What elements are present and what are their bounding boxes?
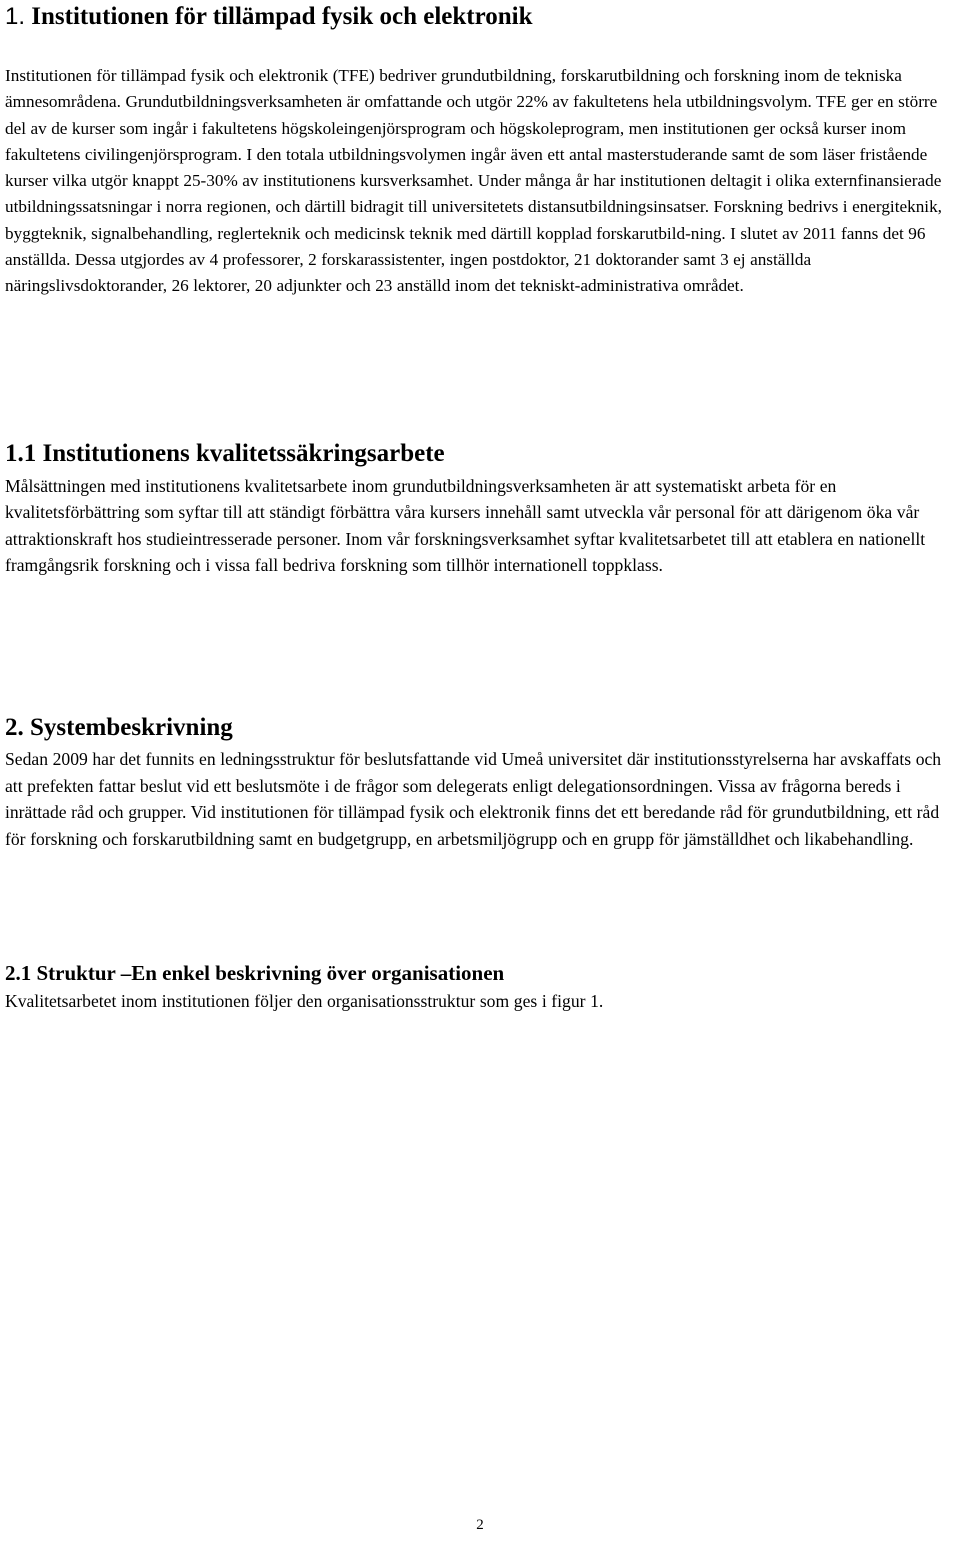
section-1-1-heading: 1.1 Institutionens kvalitetssäkringsarbete — [5, 440, 445, 467]
section-2-paragraph: Sedan 2009 har det funnits en ledningsstruktur för beslutsfattande vid Umeå universitet där institutionsstyrelserna har avskaffats och att prefekten fattar beslut vid ett beslutsmöte i de frågor som delegerats enligt delegationsordningen. Vissa av frågorna bereds i inrättade råd och grupper. Vid institutionen för tillämpad fysik och elektronik finns det ett beredande råd för grundutbildning, ett råd för forskning och forskarutbildning samt en budgetgrupp, en arbetsmiljögrupp och en grupp för jämställdhet och likabehandling. — [5, 749, 942, 849]
section-1-paragraph: Institutionen för tillämpad fysik och elektronik (TFE) bedriver grundutbildning, forskarutbildning och forskning inom de tekniska ämnesområdena. Grundutbildningsverksamheten är omfattande och utgör 22% av fakultetens hela utbildningsvolym. TFE ger en större del av de kurser som ingår i fakultetens högskoleingenjörsprogram och högskoleprogram, men institutionen ger också kurser inom fakultetens civilingenjörsprogram. I den totala utbildningsvolymen ingår även ett antal masterstuderande samt de som läser fristående kurser vilka utgör knappt 25-30% av institutionens kursverksamhet. Under många år har institutionen deltagit i olika externfinansierade utbildningssatsningar i norra regionen, och därtill bidragit till universitetets distansutbildningsinsatser. Forskning bedrivs i energiteknik, byggteknik, signalbehandling, reglerteknik och medicinsk teknik med därtill kopplad forskarutbild-ning. I slutet av 2011 fanns det 96 anställda. Dessa utgjordes av 4 professorer, 2 forskarassistenter, ingen postdoktor, 21 doktorander samt 3 ej anställda näringslivsdoktorander, 26 lektorer, 20 adjunkter och 23 anställd inom det tekniskt-administrativa området. — [5, 66, 942, 296]
section-2-1-paragraph: Kvalitetsarbetet inom institutionen följer den organisationsstruktur som ges i figur 1. — [5, 991, 604, 1011]
section-2-1-heading: 2.1 Struktur –En enkel beskrivning över organisationen — [5, 961, 505, 985]
page-number: 2 — [476, 1517, 484, 1533]
section-1-heading — [5, 0, 533, 34]
section-2-heading: 2. Systembeskrivning — [5, 714, 233, 741]
section-1-title: Institutionen för tillämpad fysik och elektronik — [31, 3, 533, 30]
section-1-number: 1. — [5, 3, 26, 30]
section-1-1-paragraph: Målsättningen med institutionens kvalitetsarbete inom grundutbildningsverksamheten är att systematiskt arbeta för en kvalitetsförbättring som syftar till att ständigt förbättra våra kursers innehåll samt utveckla vår personal för att därigenom öka vår attraktionskraft hos studieintresserade personer. Inom vår forskningsverksamhet syftar kvalitetsarbetet till att etablera en nationellt framgångsrik forskning och i vissa fall bedriva forskning som tillhör internationell toppklass. — [5, 476, 926, 576]
